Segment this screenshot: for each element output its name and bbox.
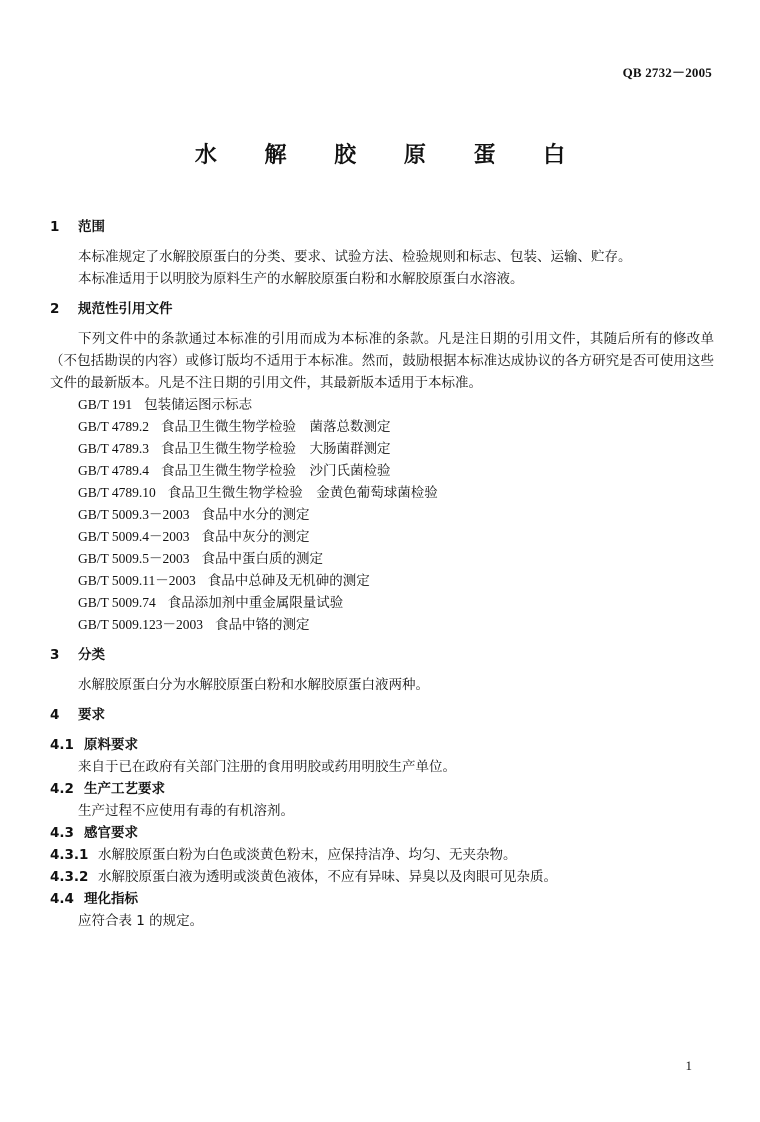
section-title: 范围 (78, 219, 105, 235)
subsection-title: 生产工艺要求 (84, 781, 165, 797)
reference-item (78, 394, 714, 416)
section-number: 1 (50, 219, 60, 235)
subsection-title: 感官要求 (84, 825, 138, 841)
reference-name: 食品卫生微生物学检验 大肠菌群测定 (161, 441, 391, 457)
reference-code: GB/T 5009.3－2003 (78, 507, 190, 522)
paragraph: 本标准规定了水解胶原蛋白的分类、要求、试验方法、检验规则和标志、包装、运输、贮存。 (78, 249, 632, 265)
standard-code: QB 2732－2005 (622, 65, 712, 80)
reference-code: GB/T 4789.2 (78, 419, 150, 434)
clause-number: 4.3.1 (50, 847, 89, 863)
clause-number: 4.3.2 (50, 869, 89, 885)
subsection-title: 理化指标 (84, 891, 138, 907)
subsection-title: 原料要求 (84, 737, 138, 753)
reference-name: 食品卫生微生物学检验 金黄色葡萄球菌检验 (167, 485, 438, 501)
reference-name: 食品中水分的测定 (201, 507, 310, 523)
reference-name: 食品卫生微生物学检验 菌落总数测定 (161, 419, 391, 435)
section-heading-classification (50, 644, 714, 666)
paragraph: 应符合表 1 的规定。 (78, 913, 204, 929)
paragraph: 下列文件中的条款通过本标准的引用而成为本标准的条款。凡是注日期的引用文件，其随后所有的修改单（不包括勘误的内容）或修订版均不适用于本标准。然而，鼓励根据本标准达成协议的各方研究是否可使用这些文件的最新版本。凡是不注日期的引用文件，其最新版本适用于本标准。 (50, 331, 714, 391)
reference-code: GB/T 4789.3 (78, 441, 150, 456)
reference-code: GB/T 5009.4－2003 (78, 529, 190, 544)
paragraph: 本标准适用于以明胶为原料生产的水解胶原蛋白粉和水解胶原蛋白水溶液。 (78, 271, 524, 287)
reference-item (78, 438, 714, 460)
subsection-heading-sensory (50, 822, 714, 844)
subsection-heading-raw-material (50, 734, 714, 756)
paragraph: 来自于已在政府有关部门注册的食用明胶或药用明胶生产单位。 (78, 759, 456, 775)
reference-code: GB/T 5009.5－2003 (78, 551, 190, 566)
clause-text: 水解胶原蛋白粉为白色或淡黄色粉末，应保持洁净、均匀、无夹杂物。 (98, 847, 517, 863)
paragraph: 水解胶原蛋白分为水解胶原蛋白粉和水解胶原蛋白液两种。 (78, 677, 429, 693)
references-intro (50, 328, 714, 394)
section-title: 规范性引用文件 (78, 301, 173, 317)
reference-name: 食品添加剂中重金属限量试验 (167, 595, 344, 611)
reference-name: 食品中灰分的测定 (201, 529, 310, 545)
section-heading-scope (50, 216, 714, 238)
page-number: 1 (685, 1058, 692, 1073)
subsection-number: 4.3 (50, 825, 74, 841)
clause-liquid (50, 866, 714, 888)
reference-code: GB/T 4789.4 (78, 463, 150, 478)
section-number: 4 (50, 707, 60, 723)
reference-code: GB/T 5009.123－2003 (78, 617, 204, 632)
reference-item (78, 482, 714, 504)
section-heading-normative-references (50, 298, 714, 320)
document-body (50, 208, 714, 932)
subsection-number: 4.2 (50, 781, 74, 797)
reference-code: GB/T 191 (78, 397, 133, 412)
subsection-number: 4.1 (50, 737, 74, 753)
subsection-heading-process (50, 778, 714, 800)
reference-item (78, 570, 714, 592)
document-title: 水 解 胶 原 蛋 白 (194, 143, 586, 168)
reference-name: 食品中蛋白质的测定 (201, 551, 324, 567)
subsection-heading-physicochemical (50, 888, 714, 910)
subsection-number: 4.4 (50, 891, 74, 907)
section-title: 分类 (78, 647, 105, 663)
section-heading-requirements (50, 704, 714, 726)
reference-name: 食品中总砷及无机砷的测定 (207, 573, 370, 589)
reference-item (78, 526, 714, 548)
reference-code: GB/T 5009.11－2003 (78, 573, 196, 588)
clause-powder (50, 844, 714, 866)
clause-text: 水解胶原蛋白液为透明或淡黄色液体，不应有异味、异臭以及肉眼可见杂质。 (98, 869, 557, 885)
section-number: 3 (50, 647, 60, 663)
reference-item (78, 592, 714, 614)
reference-item (78, 416, 714, 438)
reference-code: GB/T 5009.74 (78, 595, 156, 610)
section-number: 2 (50, 301, 60, 317)
reference-name: 食品卫生微生物学检验 沙门氏菌检验 (161, 463, 391, 479)
section-title: 要求 (78, 707, 105, 723)
reference-item (78, 460, 714, 482)
reference-name: 包装储运图示标志 (144, 397, 253, 413)
reference-list (50, 394, 714, 636)
reference-item (78, 504, 714, 526)
paragraph: 生产过程不应使用有毒的有机溶剂。 (78, 803, 294, 819)
reference-name: 食品中铬的测定 (215, 617, 310, 633)
reference-item (78, 614, 714, 636)
reference-code: GB/T 4789.10 (78, 485, 156, 500)
reference-item (78, 548, 714, 570)
